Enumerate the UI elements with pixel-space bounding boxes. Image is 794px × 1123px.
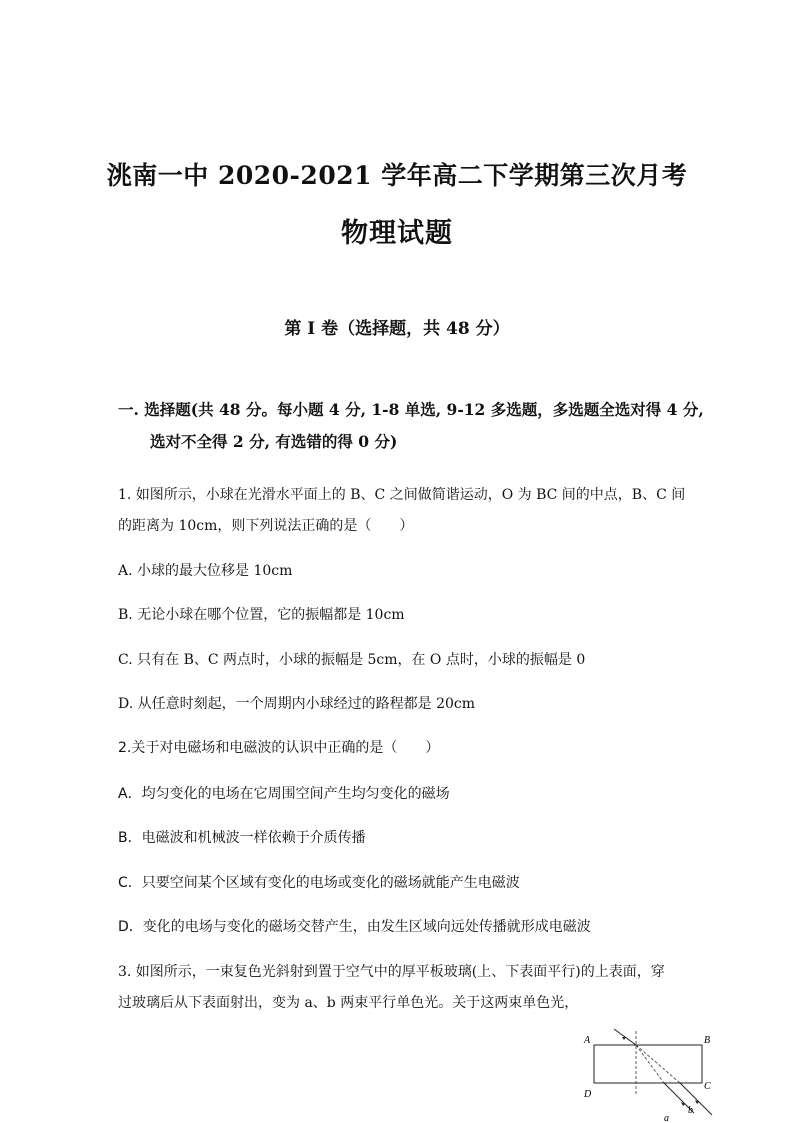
page-title: 洮南一中 2020-2021 学年高二下学期第三次月考: [106, 161, 688, 190]
question-1-stem-line2: 的距离为 10cm，则下列说法正确的是（ ）: [118, 518, 414, 534]
question-2-option-d: D．变化的电场与变化的磁场交替产生，由发生区域向远处传播就形成电磁波: [118, 919, 591, 935]
question-1-option-c: C. 只有在 B、C 两点时，小球的振幅是 5cm，在 O 点时，小球的振幅是 0: [118, 652, 586, 668]
glass-slab: [594, 1045, 702, 1083]
question-2-stem: 2.关于对电磁场和电磁波的认识中正确的是（ ）: [118, 740, 440, 756]
question-1-option-b: B. 无论小球在哪个位置，它的振幅都是 10cm: [118, 607, 405, 623]
page-subtitle: 物理试题: [341, 218, 453, 249]
label-a-corner: A: [584, 1035, 591, 1046]
label-c-corner: C: [704, 1081, 711, 1092]
question-2-option-a: A．均匀变化的电场在它周围空间产生均匀变化的磁场: [118, 786, 450, 802]
refracted-ray-a: [636, 1045, 664, 1083]
question-1-option-d: D. 从任意时刻起，一个周期内小球经过的路程都是 20cm: [118, 696, 476, 712]
question-1-option-a: A. 小球的最大位移是 10cm: [118, 563, 293, 579]
question-1-stem-line1: 1. 如图所示，小球在光滑水平面上的 B、C 之间做简谐运动，O 为 BC 间的中点，B、C 间: [118, 487, 686, 503]
question-2-option-c: C．只要空间某个区域有变化的电场或变化的磁场就能产生电磁波: [118, 875, 520, 891]
question-3-stem-line2: 过玻璃后从下表面射出，变为 a、b 两束平行单色光。关于这两束单色光，: [118, 995, 579, 1011]
part-instructions-line2: 选对不全得 2 分, 有选错的得 0 分): [150, 432, 398, 451]
question-2-option-b: B．电磁波和机械波一样依赖于介质传播: [118, 830, 366, 846]
label-b-corner: B: [704, 1035, 711, 1046]
label-ray-b: b: [688, 1105, 693, 1116]
glass-slab-diagram: [580, 1025, 720, 1123]
question-3-stem-line1: 3. 如图所示，一束复色光斜射到置于空气中的厚平板玻璃(上、下表面平行)的上表面，穿: [118, 964, 665, 980]
part-instructions-line1: 一. 选择题(共 48 分。每小题 4 分, 1-8 单选, 9-12 多选题，多选题全选对得 4 分,: [118, 400, 704, 419]
label-ray-a: a: [664, 1113, 669, 1123]
refracted-ray-b: [636, 1045, 680, 1083]
section-heading: 第 I 卷（选择题，共 48 分）: [284, 319, 510, 339]
label-d-corner: D: [584, 1089, 592, 1100]
incident-arrow-icon: [622, 1037, 626, 1040]
